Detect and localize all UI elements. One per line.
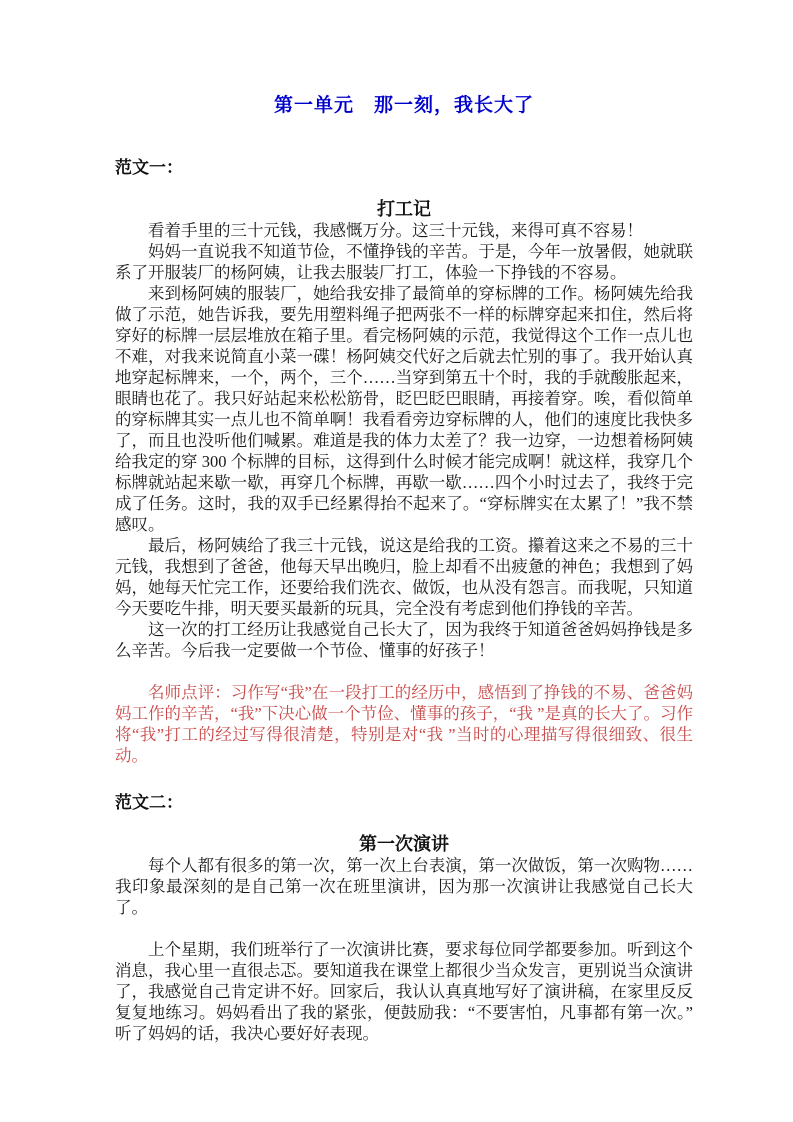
- essay-one-paragraph-1: 看着手里的三十元钱，我感慨万分。这三十元钱，来得可真不容易！: [148, 221, 643, 240]
- essay-section-two: [115, 792, 693, 1044]
- section-label-two: 范文二：: [115, 793, 183, 812]
- essay-one-paragraph-4: 最后，杨阿姨给了我三十元钱，说这是给我的工资。攥着这来之不易的三十元钱，我想到了爸爸，他每天早出晚归，脸上却看不出疲惫的神色；我想到了妈妈，她每天忙完工作，还要给我们洗衣、做饭，也从没有怨言。而我呢，只知道今天要吃牛排，明天要买最新的玩具，完全没有考虑到他们挣钱的辛苦。: [115, 536, 693, 618]
- section-label-one: 范文一：: [115, 158, 183, 177]
- essay-one-body: [115, 220, 693, 766]
- essay-two-title: 第一次演讲: [359, 834, 449, 854]
- unit-title: 第一单元 那一刻，我长大了: [273, 95, 534, 116]
- essay-two-paragraph-1: 每个人都有很多的第一次，第一次上台表演，第一次做饭，第一次购物……我印象最深刻的是自己第一次在班里演讲，因为那一次演讲让我感觉自己长大了。: [115, 856, 693, 917]
- essay-two-body: [115, 855, 693, 1044]
- essay-one-title: 打工记: [377, 199, 431, 219]
- essay-section-one: [115, 157, 693, 766]
- essay-one-paragraph-3: 来到杨阿姨的服装厂，她给我安排了最简单的穿标牌的工作。杨阿姨先给我做了示范，她告诉我，要先用塑料绳子把两张不一样的标牌穿起来扣住，然后将穿好的标牌一层层堆放在箱子里。看完杨阿姨的示范，我觉得这个工作一点儿也不难，对我来说简直小菜一碟！杨阿姨交代好之后就去忙别的事了。我开始认真地穿起标牌来，一个，两个，三个……当穿到第五十个时，我的手就酸胀起来，眼睛也花了。我只好站起来松松筋骨，眨巴眨巴眼睛，再接着穿。唉，看似简单的穿标牌其实一点儿也不简单啊！我看看旁边穿标牌的人，他们的速度比我快多了，而且也没听他们喊累。难道是我的体力太差了？我一边穿，一边想着杨阿姨给我定的穿 300 个标牌的目标，这得到什么时候才能完成啊！就这样，我穿几个标牌就站起来歇一歇，再穿几个标牌，再歇一歇……四个小时过去了，我终于完成了任务。这时，我的双手已经累得抬不起来了。“穿标牌实在太累了！”我不禁感叹。: [115, 284, 693, 534]
- teacher-comment: 名师点评：习作写“我”在一段打工的经历中，感悟到了挣钱的不易、爸爸妈妈工作的辛苦，“我”下决心做一个节俭、懂事的孩子，“我 ”是真的长大了。习作将“我”打工的经过写得很清楚，特别是对“我 ”当时的心理描写得很细致、很生动。: [115, 683, 693, 765]
- essay-one-paragraph-5: 这一次的打工经历让我感觉自己长大了，因为我终于知道爸爸妈妈挣钱是多么辛苦。今后我一定要做一个节俭、懂事的好孩子！: [115, 620, 693, 660]
- essay-one-paragraph-2: 妈妈一直说我不知道节俭，不懂挣钱的辛苦。于是，今年一放暑假，她就联系了开服装厂的杨阿姨，让我去服装厂打工，体验一下挣钱的不容易。: [115, 242, 693, 282]
- essay-two-paragraph-2: 上个星期，我们班举行了一次演讲比赛，要求每位同学都要参加。听到这个消息，我心里一直很忐忑。要知道我在课堂上都很少当众发言，更别说当众演讲了，我感觉自己肯定讲不好。回家后，我认认真真地写好了演讲稿，在家里反反复复地练习。妈妈看出了我的紧张，便鼓励我：“不要害怕，凡事都有第一次。”听了妈妈的话，我决心要好好表现。: [115, 940, 693, 1043]
